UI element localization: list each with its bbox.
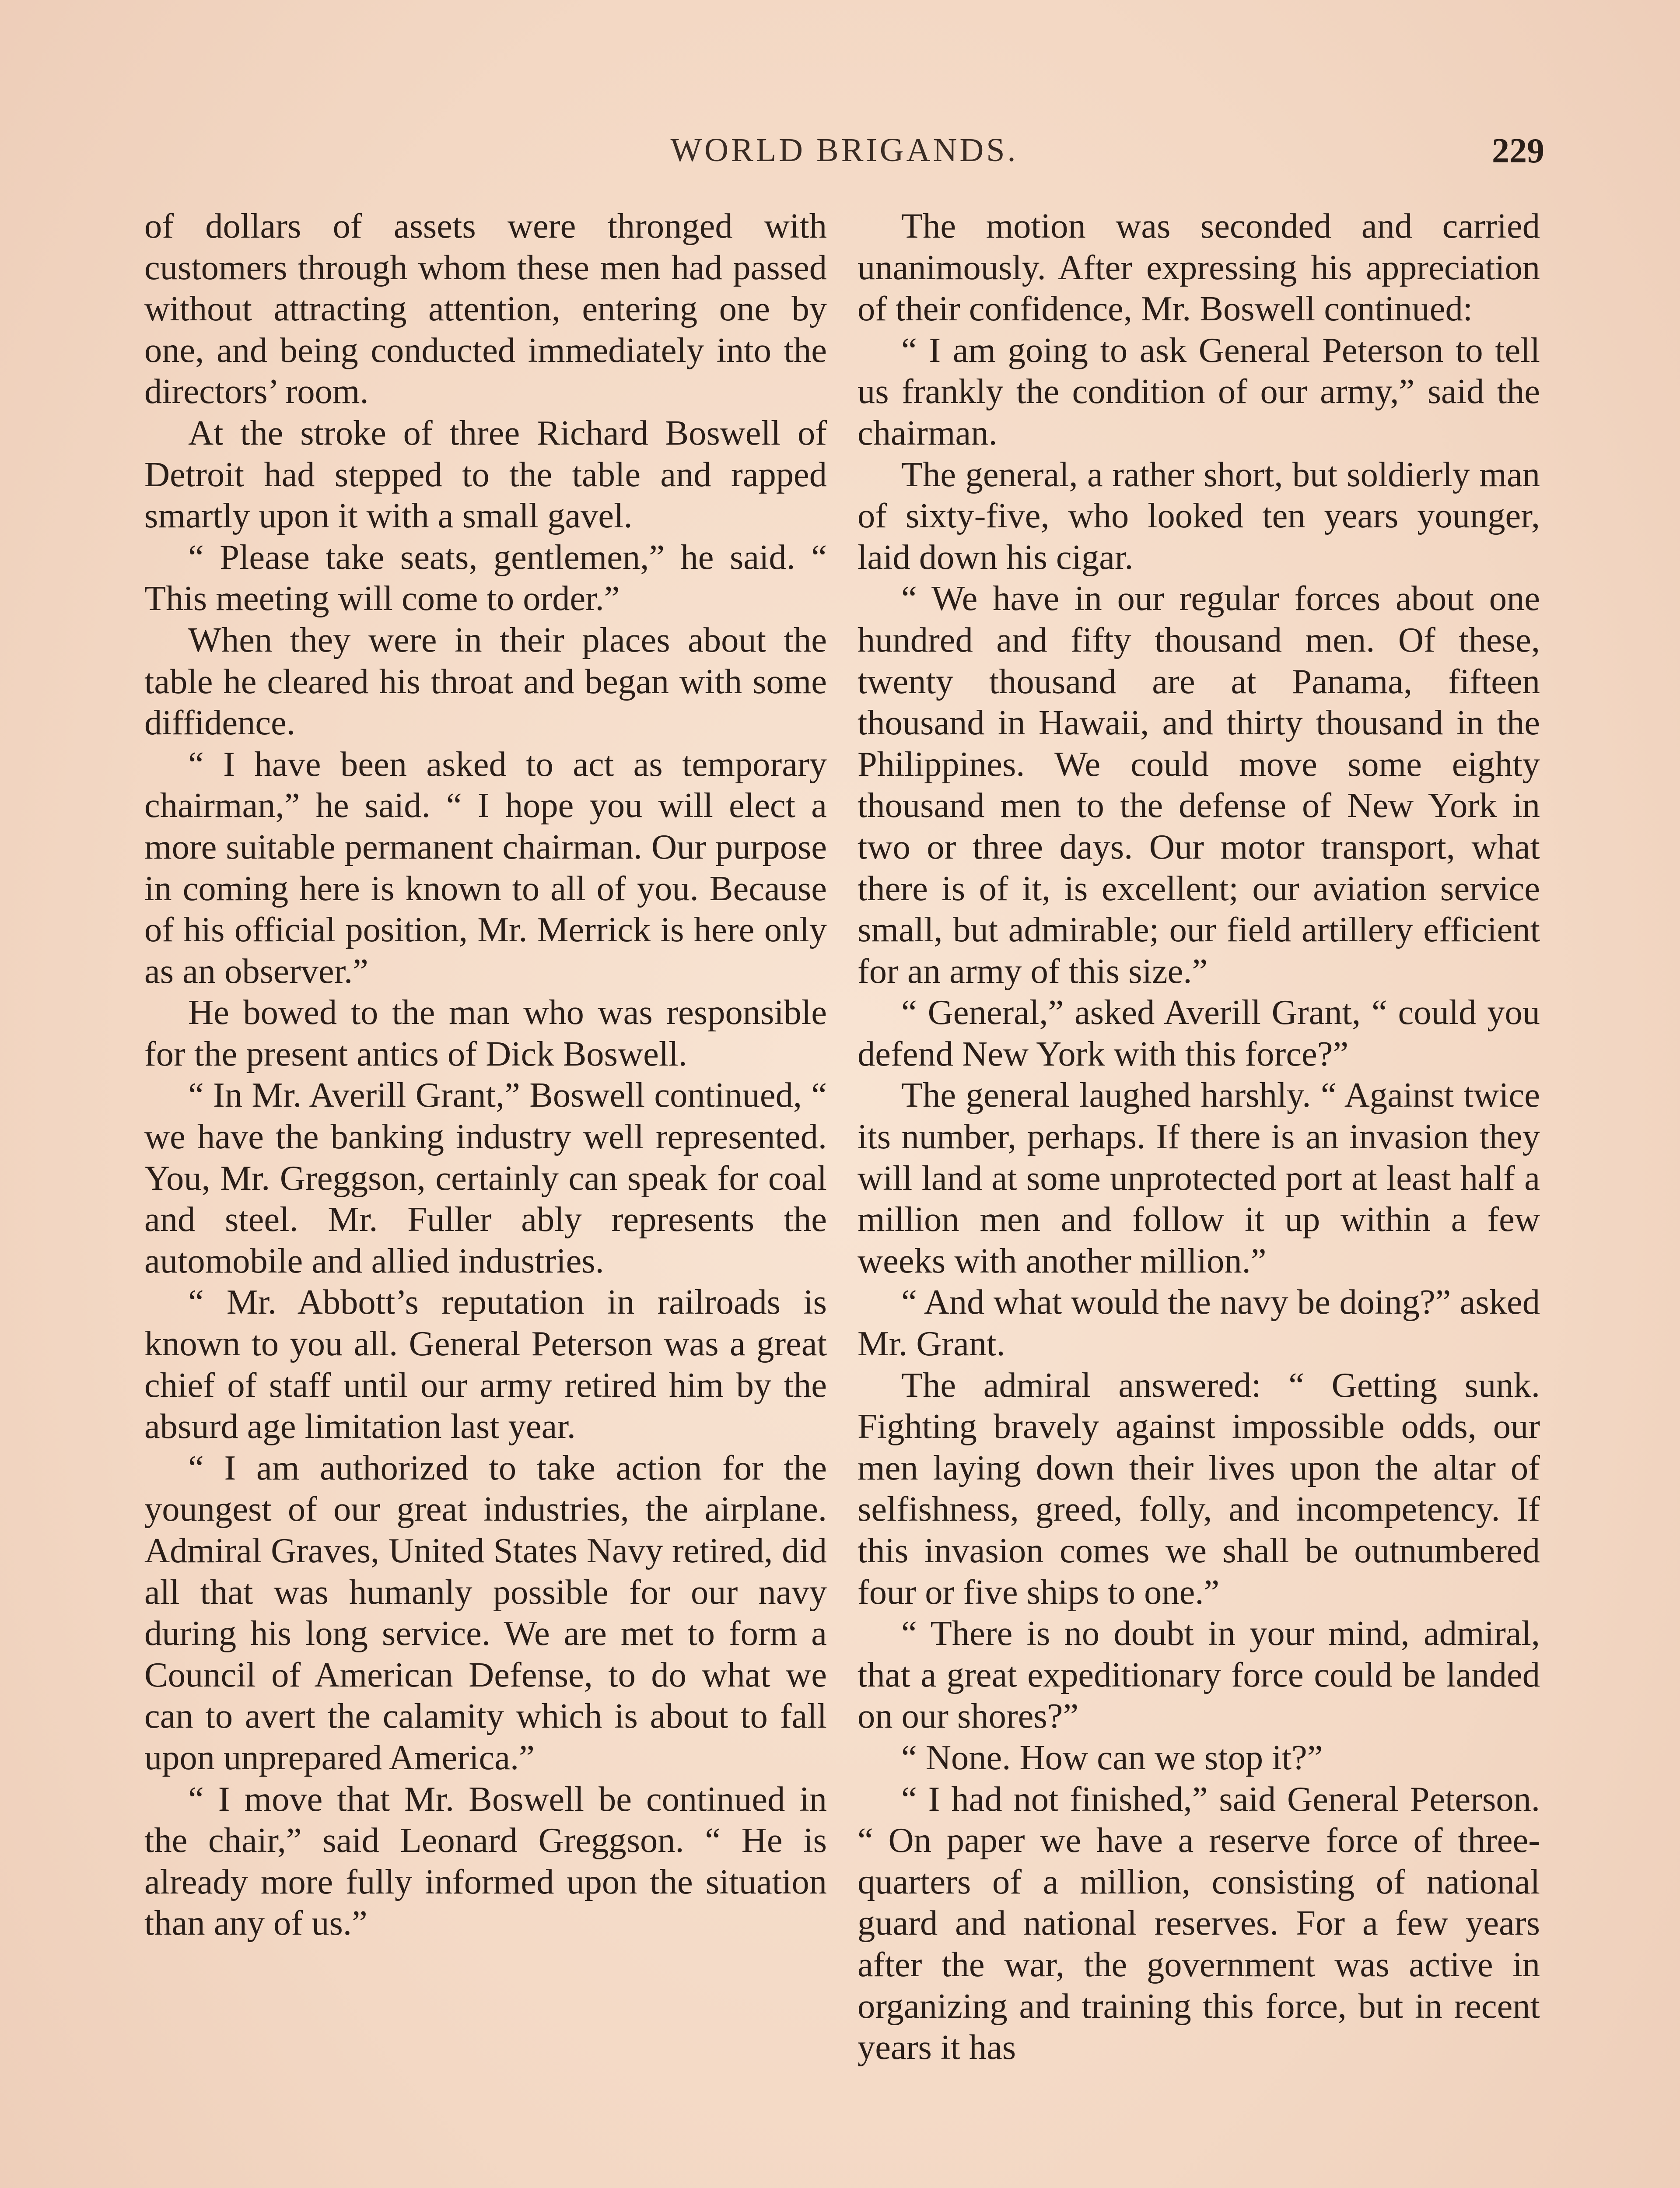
paragraph: The general, a rather short, but soldierly man of sixty-five, who looked ten years younger, laid down his cigar. [858,455,1540,577]
page-number: 229 [1492,132,1544,170]
paragraph: “ In Mr. Averill Grant,” Boswell continued, “ we have the banking industry well represented. You, Mr. Greggson, certainly can speak for coal and steel. Mr. Fuller ably represents the automobile and allied industries. [144,1076,827,1280]
running-head [144,131,1544,179]
paragraph: “ I am authorized to take action for the youngest of our great industries, the airplane. Admiral Graves, United States Navy retired, did all that was humanly possible for our navy during his long service. We are met to form a Council of American Defense, to do what we can to avert the calamity which is about to fall upon unprepared America.” [144,1448,827,1777]
paragraph: “ Mr. Abbott’s reputation in railroads is known to you all. General Peterson was a great chief of staff until our army retired him by the absurd age limitation last year. [144,1283,827,1446]
paragraph: At the stroke of three Richard Boswell of Detroit had stepped to the table and rapped smartly upon it with a small gavel. [144,413,827,536]
paragraph: “ I have been asked to act as temporary chairman,” he said. “ I hope you will elect a more suitable permanent chairman. Our purpose in coming here is known to all of you. Because of his official position, Mr. Merrick is here only as an observer.” [144,744,827,991]
left-column [144,206,827,1944]
paragraph: “ We have in our regular forces about one hundred and fifty thousand men. Of these, twenty thousand are at Panama, fifteen thousand in Hawaii, and thirty thousand in the Philippines. We could move some eighty thousand men to the defense of New York in two or three days. Our motor transport, what there is of it, is excellent; our aviation service small, but admirable; our field artillery efficient for an army of this size.” [858,579,1540,991]
paragraph: “ I am going to ask General Peterson to tell us frankly the condition of our army,” said the chairman. [858,330,1540,452]
right-column [858,206,1540,2069]
paragraph: “ I had not finished,” said General Peterson. “ On paper we have a reserve force of three-quarters of a million, consisting of national guard and national reserves. For a few years after the war, the government was active in organizing and training this force, but in recent years it has [858,1779,1540,2067]
paragraph: The admiral answered: “ Getting sunk. Fighting bravely against impossible odds, our men laying down their lives upon the altar of selfishness, greed, folly, and incompetency. If this invasion comes we shall be outnumbered four or five ships to one.” [858,1365,1540,1612]
paragraph: “ Please take seats, gentlemen,” he said. “ This meeting will come to order.” [144,537,827,618]
paragraph: He bowed to the man who was responsible for the present antics of Dick Boswell. [144,993,827,1073]
paragraph: “ And what would the navy be doing?” asked Mr. Grant. [858,1283,1540,1364]
running-title: WORLD BRIGANDS. [670,132,1018,168]
paragraph: The motion was seconded and carried unanimously. After expressing his appreciation of their confidence, Mr. Boswell continued: [858,207,1540,329]
paragraph: of dollars of assets were thronged with customers through whom these men had passed without attracting attention, entering one by one, and being conducted immediately into the directors’ room. [144,207,827,411]
paragraph: When they were in their places about the table he cleared his throat and began with some diffidence. [144,620,827,743]
paragraph: “ I move that Mr. Boswell be continued in the chair,” said Leonard Greggson. “ He is already more fully informed upon the situation than any of us.” [144,1779,827,1943]
paragraph: The general laughed harshly. “ Against twice its number, perhaps. If there is an invasion they will land at some unprotected port at least half a million men and follow it up within a few weeks with another million.” [858,1076,1540,1280]
paragraph: “ None. How can we stop it?” [901,1738,1323,1777]
paragraph: “ General,” asked Averill Grant, “ could you defend New York with this force?” [858,993,1540,1073]
paragraph: “ There is no doubt in your mind, admiral, that a great expeditionary force could be landed on our shores?” [858,1614,1540,1736]
